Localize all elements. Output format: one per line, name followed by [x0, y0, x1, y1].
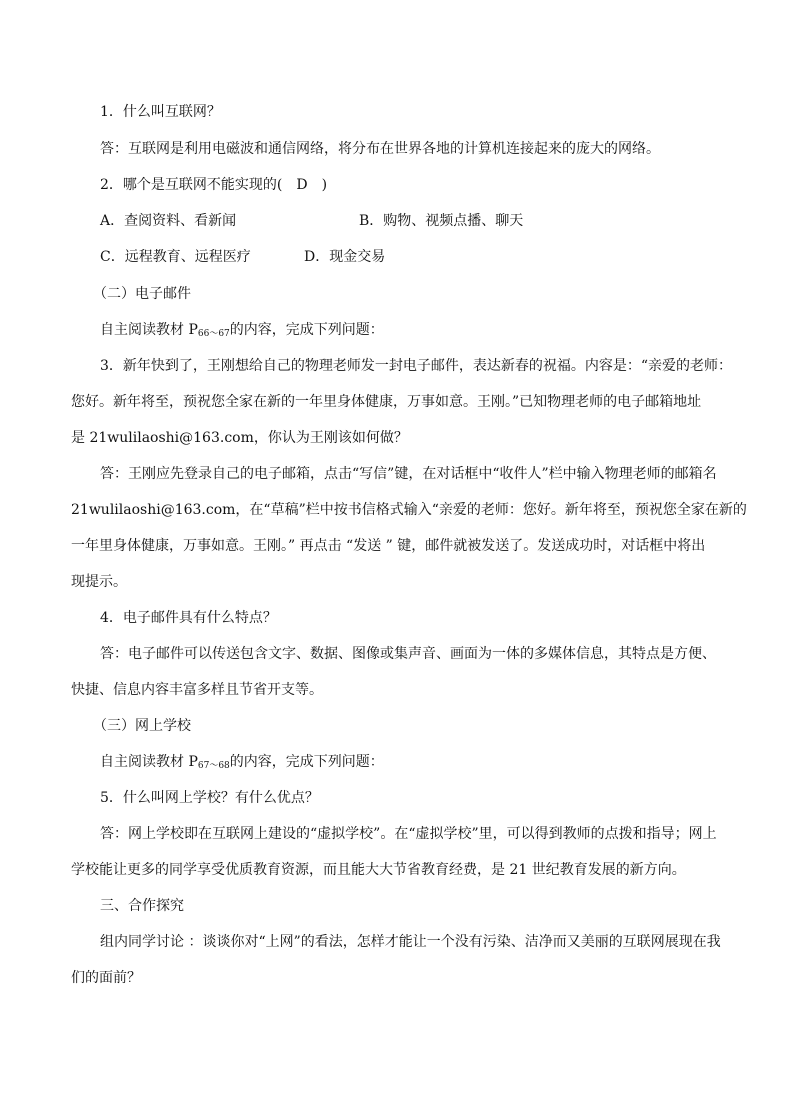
option-d: D．现金交易 [304, 249, 386, 265]
question-3-line-1: 3．新年快到了，王刚想给自己的物理老师发一封电子邮件，表达新春的祝福。内容是：“亲爱的老师： [100, 358, 733, 374]
question-3-line-2: 您好。新年将至，预祝您全家在新的一年里身体健康，万事如意。王刚。”已知物理老师的电子邮箱地址 [71, 394, 702, 410]
option-c: C．远程教育、远程医疗 [100, 249, 251, 265]
reading-instruction-email: 自主阅读教材 $P_{66\sim 67}$的内容，完成下列问题： [100, 322, 384, 339]
question-1: 1．什么叫互联网？ [100, 104, 221, 120]
answer-1: 答：互联网是利用电磁波和通信网络，将分布在世界各地的计算机连接起来的庞大的网络。 [100, 141, 660, 157]
answer-3-line-3: 一年里身体健康，万事如意。王刚。” 再点击 “发送 ” 键，邮件就被发送了。发送成功时，对话框中将出 [71, 538, 706, 554]
section-heading-cooperation: 三、合作探究 [100, 898, 184, 914]
answer-4-line-2: 快捷、信息内容丰富多样且节省开支等。 [71, 682, 323, 698]
answer-4-line-1: 答：电子邮件可以传送包含文字、数据、图像或集声音、画面为一体的多媒体信息，其特点是方便、 [100, 646, 716, 662]
answer-5-line-1: 答：网上学校即在互联网上建设的“虚拟学校”。在“虚拟学校”里，可以得到教师的点拨和指导；网上 [100, 826, 717, 842]
section-heading-email: （二）电子邮件 [93, 286, 191, 302]
question-4: 4．电子邮件具有什么特点？ [100, 610, 277, 626]
discussion-line-2: 们的面前？ [71, 970, 141, 986]
option-a: A．查阅资料、看新闻 [100, 213, 237, 229]
answer-3-line-1: 答：王刚应先登录自己的电子邮箱，点击“写信”键，在对话框中“收件人”栏中输入物理老师的邮箱名 [100, 466, 717, 482]
answer-3-line-2: 21wulilaoshi@163.com，在“草稿”栏中按书信格式输入“亲爱的老师：您好。新年将至，预祝您全家在新的 [71, 502, 747, 518]
question-3-line-3: 是 21wulilaoshi@163.com，你认为王刚该如何做？ [71, 430, 408, 446]
reading-instruction-school: 自主阅读教材 $P_{67\sim 68}$的内容，完成下列问题： [100, 754, 384, 771]
option-b: B．购物、视频点播、聊天 [359, 213, 524, 229]
question-5: 5．什么叫网上学校？有什么优点？ [100, 790, 319, 806]
discussion-line-1: 组内同学讨论 ：谈谈你对“上网”的看法，怎样才能让一个没有污染、洁净而又美丽的互联网展现在我 [100, 934, 721, 950]
answer-3-line-4: 现提示。 [71, 574, 127, 590]
section-heading-school: （三）网上学校 [93, 718, 191, 734]
question-2: 2．哪个是互联网不能实现的( D ) [100, 177, 328, 193]
answer-5-line-2: 学校能让更多的同学享受优质教育资源，而且能大大节省教育经费，是 21 世纪教育发展的新方向。 [71, 862, 686, 878]
